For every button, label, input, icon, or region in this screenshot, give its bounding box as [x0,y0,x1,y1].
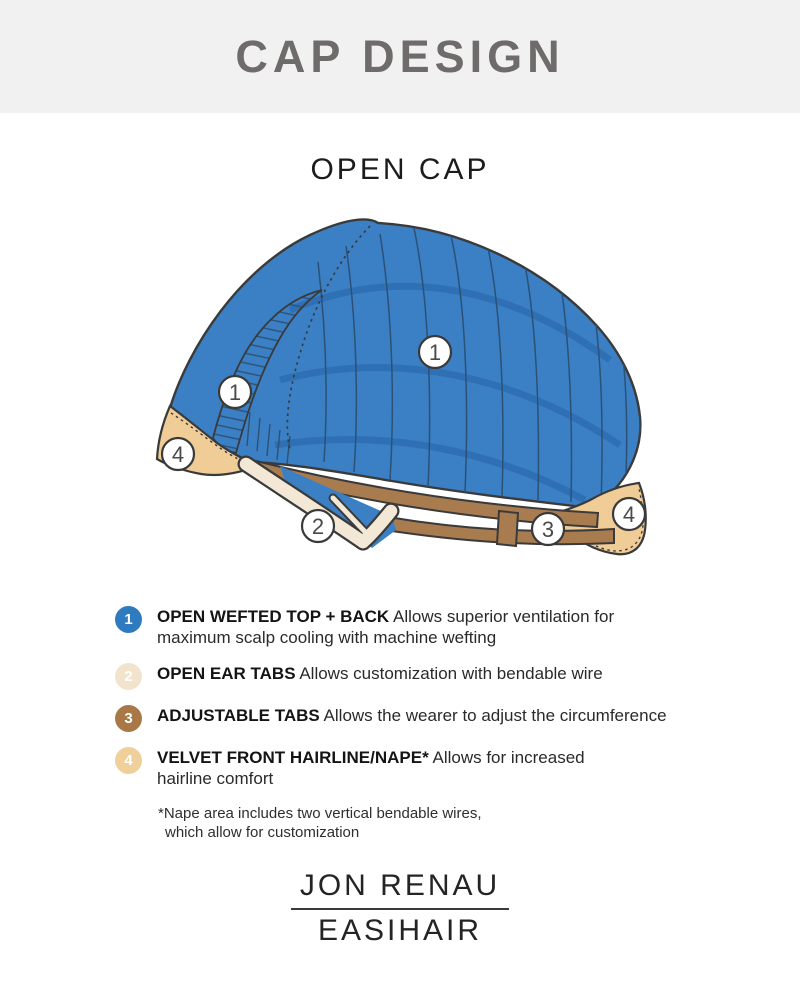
legend-term-2: OPEN EAR TABS [157,664,296,683]
brand-name-jon-renau: JON RENAU [299,869,501,902]
legend-term-3: ADJUSTABLE TABS [157,706,320,725]
legend-desc-1: Allows superior ventilation for maximum scalp cooling with machine wefting [157,607,615,647]
nape-footnote-line2: which allow for customization [165,824,360,841]
legend-term-4: VELVET FRONT HAIRLINE/NAPE* [157,748,429,767]
brand-divider [291,908,509,910]
svg-text:3: 3 [541,517,555,542]
strap-buckle [497,511,518,546]
nape-footnote-line1: *Nape area includes two vertical bendable wires, [158,805,482,822]
legend-text-4 [157,747,632,789]
brand-name-easihair: EASIHAIR [317,914,483,947]
marker-3-strap [532,513,564,545]
legend-item-2 [115,663,715,690]
legend-text-3 [157,705,667,726]
legend-item-3 [115,705,715,732]
svg-text:4: 4 [622,502,636,527]
legend-term-1: OPEN WEFTED TOP + BACK [157,607,390,626]
legend-desc-3: Allows the wearer to adjust the circumference [319,706,667,725]
legend-text-2 [157,663,603,684]
header-band [0,0,800,113]
marker-1-top [419,336,451,368]
cap-style-title: OPEN CAP [310,153,490,186]
marker-1-front [219,376,251,408]
marker-4-nape [613,498,645,530]
legend-item-1 [115,606,715,648]
legend-desc-2: Allows customization with bendable wire [295,664,603,683]
legend-desc-4: Allows for increased hairline comfort [157,748,585,788]
legend-item-4 [115,747,715,789]
legend [115,606,715,842]
cap-diagram [140,200,680,600]
legend-badge-4: 4 [115,747,142,774]
legend-badge-3: 3 [115,705,142,732]
legend-badge-1: 1 [115,606,142,633]
legend-text-1 [157,606,632,648]
svg-text:2: 2 [311,514,325,539]
svg-text:4: 4 [171,442,185,467]
marker-4-front [162,438,194,470]
cap-illustration [140,200,680,600]
marker-2-ear-tab [302,510,334,542]
page-title: CAP DESIGN [235,30,565,82]
brand-logo [0,869,800,948]
svg-text:1: 1 [228,380,242,405]
nape-footnote [158,804,715,842]
svg-text:1: 1 [428,340,442,365]
legend-badge-2: 2 [115,663,142,690]
